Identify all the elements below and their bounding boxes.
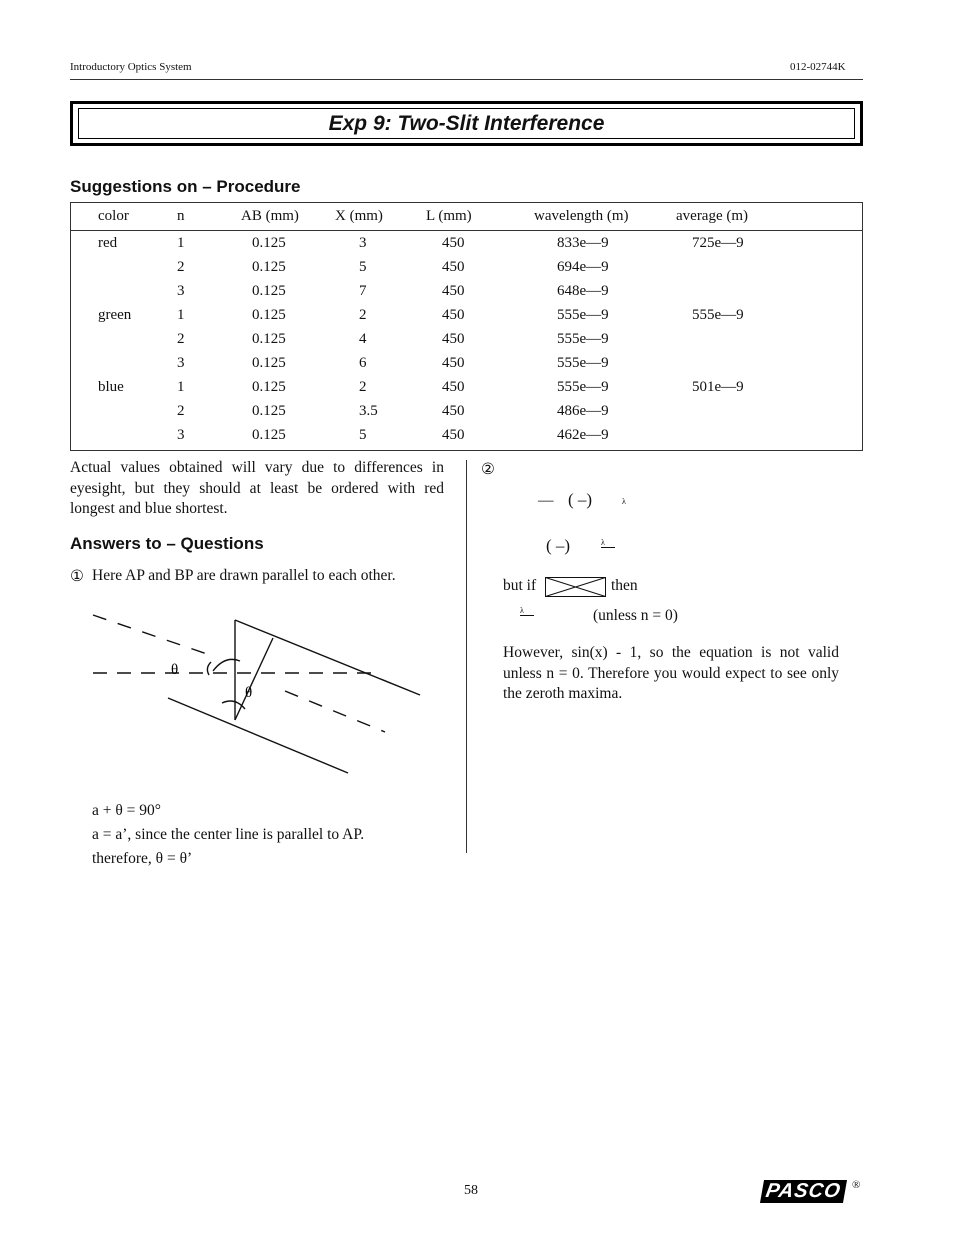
ray-ap [235,620,420,695]
cell-l: 450 [442,235,465,251]
cell-x: 2 [359,307,367,323]
page-title: Exp 9: Two-Slit Interference [78,108,855,139]
cell-l: 450 [442,355,465,371]
cell-ab: 0.125 [252,259,286,275]
data-table [70,202,863,451]
equation-2: a = a’, since the center line is parallel to AP. [92,826,365,843]
conclusion-text: However, sin(x) - 1, so the equation is not valid unless n = 0. Therefore you would expect to see only the zeroth maxima. [503,644,839,702]
formula-2-lambda: λ [601,538,615,548]
cell-color: red [98,235,118,251]
table-header-col-wavelength: wavelength (m) [534,208,629,224]
column-divider [466,460,467,853]
cell-ab: 0.125 [252,283,286,299]
cell-n: 1 [177,379,185,395]
cell-l: 450 [442,379,465,395]
cell-n: 3 [177,427,185,443]
cell-ab: 0.125 [252,355,286,371]
cell-n: 3 [177,355,185,371]
cell-wl: 555e—9 [557,379,609,395]
equation-1: a + θ = 90° [92,802,161,819]
cell-wl: 833e—9 [557,235,609,251]
question-1-marker: ① [70,568,84,585]
table-header-col-n: n [177,208,185,224]
cell-wl: 462e—9 [557,427,609,443]
table-header-col-x: X (mm) [335,208,383,224]
cell-wl: 648e—9 [557,283,609,299]
cell-ab: 0.125 [252,235,286,251]
cell-avg: 555e—9 [692,307,744,323]
question-1-text: Here AP and BP are drawn parallel to each other. [92,567,396,584]
cell-wl: 486e—9 [557,403,609,419]
lambda-small: λ [520,606,534,616]
cell-l: 450 [442,427,465,443]
cell-ab: 0.125 [252,331,286,347]
page-number: 58 [464,1183,478,1198]
lower-angle-arc [222,701,245,709]
theta-label: θ [171,662,179,678]
upper-dashed-ray [93,615,210,655]
cell-x: 2 [359,379,367,395]
then-label: then [611,577,638,594]
crossed-box [545,577,606,597]
cell-n: 2 [177,259,185,275]
procedure-heading: Suggestions on – Procedure [70,177,301,196]
table-header-rule [71,230,862,231]
formula-2-paren: ( –) [546,536,571,555]
variation-note: Actual values obtained will vary due to differences in eyesight, but they should at least be ordered with red longest and blue shortest. [70,459,444,517]
cell-l: 450 [442,331,465,347]
cell-x: 6 [359,355,367,371]
running-header-title: Introductory Optics System [70,61,192,73]
cell-x: 5 [359,427,367,443]
formula-1-lambda: λ [622,497,626,506]
cell-color: green [98,307,132,323]
cell-wl: 694e—9 [557,259,609,275]
cell-l: 450 [442,307,465,323]
theta-prime-label: θ [245,685,253,701]
cell-avg: 501e—9 [692,379,744,395]
cell-x: 4 [359,331,367,347]
but-if-label: but if [503,577,537,594]
cell-n: 2 [177,403,185,419]
cell-ab: 0.125 [252,307,286,323]
cell-wl: 555e—9 [557,307,609,323]
cell-ab: 0.125 [252,379,286,395]
perpendicular-line [235,638,273,720]
question-2-marker: ② [481,461,495,478]
formula-1-dash: — [538,492,554,509]
document-number: 012-02744K [790,61,846,73]
pasco-logo: PASCO [760,1180,847,1203]
table-header-col-l: L (mm) [426,208,472,224]
table-header-col-ab: AB (mm) [241,208,299,224]
cell-ab: 0.125 [252,403,286,419]
title-box [70,101,863,146]
cell-n: 3 [177,283,185,299]
cell-x: 3 [359,235,367,251]
formula-1-paren: ( –) [568,490,593,509]
registered-mark: ® [852,1179,861,1191]
cell-ab: 0.125 [252,427,286,443]
cell-avg: 725e—9 [692,235,744,251]
two-slit-geometry-diagram [85,605,430,785]
equation-3: therefore, θ = θ’ [92,850,193,867]
cell-l: 450 [442,403,465,419]
cell-x: 7 [359,283,367,299]
unless-condition: (unless n = 0) [593,607,678,624]
cell-n: 1 [177,235,185,251]
header-rule [70,79,863,80]
ray-bp [168,698,348,773]
cell-x: 5 [359,259,367,275]
lower-dashed-ray [285,691,385,732]
small-angle-arc [207,662,211,675]
cell-l: 450 [442,283,465,299]
table-header-col-color: color [98,208,129,224]
cell-wl: 555e—9 [557,355,609,371]
upper-angle-arc [213,659,240,671]
cell-wl: 555e—9 [557,331,609,347]
cell-color: blue [98,379,124,395]
table-header-col-average: average (m) [676,208,749,224]
cell-n: 1 [177,307,185,323]
cell-x: 3.5 [359,403,378,419]
answers-heading: Answers to – Questions [70,534,264,553]
cell-n: 2 [177,331,185,347]
cell-l: 450 [442,259,465,275]
